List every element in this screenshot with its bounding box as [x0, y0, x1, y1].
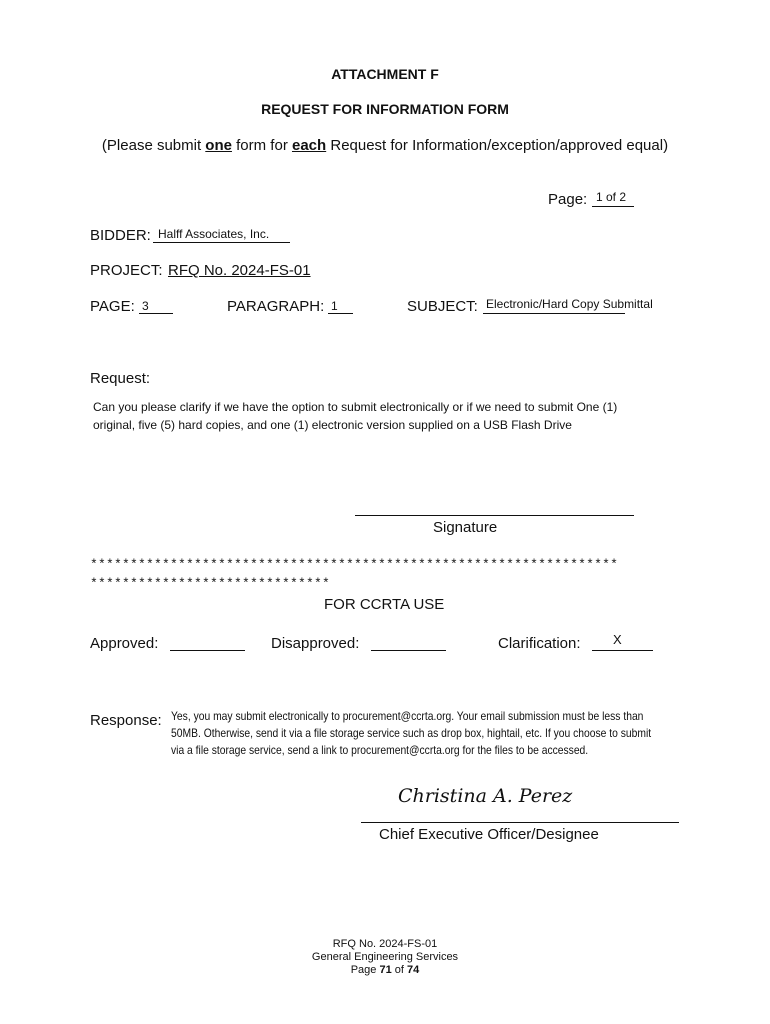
bidder-label: BIDDER: — [90, 227, 151, 244]
bidder-value: Halff Associates, Inc. — [158, 227, 270, 241]
ref-paragraph-value: 1 — [331, 299, 338, 313]
page-field-line — [592, 206, 634, 207]
footer-page-num: 71 — [379, 964, 392, 976]
clarification-label: Clarification: — [498, 635, 581, 652]
signature-line — [355, 515, 634, 516]
clarification-line — [592, 650, 653, 651]
instruction-each: each — [291, 137, 327, 154]
instruction-text — [0, 137, 770, 154]
footer-page — [0, 964, 770, 976]
disapproved-label: Disapproved: — [271, 635, 360, 652]
disapproved-line — [371, 650, 446, 651]
signature-label: Signature — [433, 519, 498, 536]
ref-page-label: PAGE: — [90, 298, 135, 315]
footer-services: General Engineering Services — [311, 951, 459, 963]
instruction-post: Request for Information/exception/approved equal) — [326, 137, 669, 154]
request-line-1: Can you please clarify if we have the option to submit electronically or if we need to submit One (1) — [93, 400, 618, 414]
divider-stars-2: ****************************** — [90, 576, 331, 591]
ref-subject-label: SUBJECT: — [407, 298, 478, 315]
ccrta-heading: FOR CCRTA USE — [324, 596, 445, 613]
project-label: PROJECT: — [90, 262, 163, 279]
footer-page-prefix: Page — [350, 964, 380, 976]
clarification-value: X — [613, 632, 622, 647]
footer-page-total: 74 — [407, 964, 420, 976]
ref-paragraph-line — [328, 313, 353, 314]
ref-subject-value: Electronic/Hard Copy Submittal — [486, 297, 653, 311]
footer-page-of: of — [391, 964, 408, 976]
instruction-pre: (Please submit — [101, 137, 206, 154]
page-field-value: 1 of 2 — [596, 190, 627, 204]
form-title: REQUEST FOR INFORMATION FORM — [261, 101, 509, 117]
project-value: RFQ No. 2024-FS-01 — [168, 262, 311, 279]
officer-signature: Christina A. Perez — [398, 785, 573, 807]
approved-line — [170, 650, 245, 651]
page-field-label: Page: — [548, 191, 588, 208]
response-line-3: via a file storage service, send a link to procurement@ccrta.org for the files to be accessed. — [171, 743, 589, 757]
ref-paragraph-label: PARAGRAPH: — [227, 298, 325, 315]
ref-page-line — [139, 313, 173, 314]
request-line-2: original, five (5) hard copies, and one (1) electronic version supplied on a USB Flash Drive — [93, 418, 572, 432]
response-line-1: Yes, you may submit electronically to procurement@ccrta.org. Your email submission must be less than — [171, 709, 644, 723]
request-label: Request: — [90, 370, 151, 387]
response-label: Response: — [90, 712, 162, 729]
bidder-line — [153, 242, 290, 243]
ref-subject-line — [483, 313, 625, 314]
instruction-one: one — [205, 137, 232, 154]
attachment-heading: ATTACHMENT F — [331, 66, 439, 82]
officer-title: Chief Executive Officer/Designee — [379, 826, 599, 843]
approved-label: Approved: — [90, 635, 159, 652]
footer-rfq: RFQ No. 2024-FS-01 — [332, 938, 438, 950]
officer-signature-line — [361, 822, 679, 823]
divider-stars-1: ****************************************************************** — [90, 557, 619, 572]
response-line-2: 50MB. Otherwise, send it via a file storage service such as drop box, hightail, etc. If you choose to submit — [171, 726, 652, 740]
instruction-mid: form for — [231, 137, 292, 154]
ref-page-value: 3 — [142, 299, 149, 313]
